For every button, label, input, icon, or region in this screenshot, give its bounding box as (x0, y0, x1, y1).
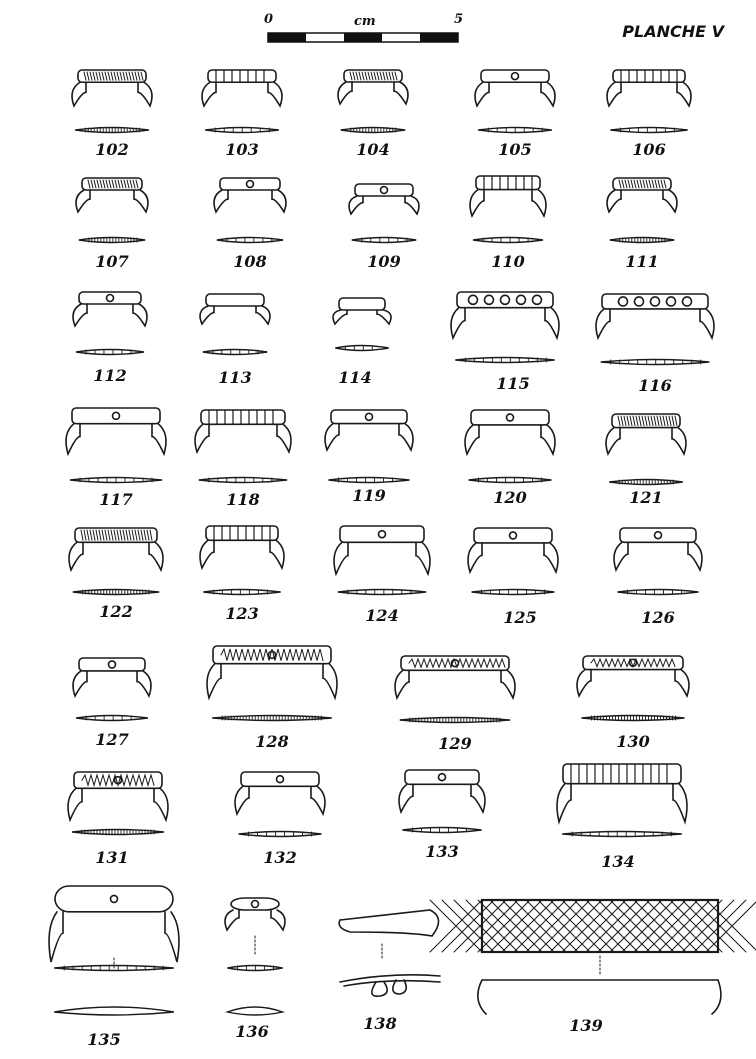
artifact-terminal-right (165, 912, 179, 962)
artifact-112 (73, 292, 147, 355)
artifact-profile (478, 980, 721, 1014)
artifact-terminal-left (73, 304, 87, 326)
artifact-terminal-left (333, 310, 347, 324)
artifact-terminal-right (133, 304, 147, 326)
punched-hole (655, 532, 662, 539)
ring-ornament (635, 297, 644, 306)
artifact-section-bar (199, 478, 287, 483)
ring-ornament (485, 295, 494, 304)
artifact-terminal-left (606, 428, 620, 454)
artifact-111 (607, 178, 677, 243)
figure-number: 115 (496, 374, 530, 393)
figure-number: 134 (601, 852, 635, 871)
figure-number: 128 (255, 732, 289, 751)
figure-number: 113 (218, 368, 252, 387)
artifact-terminal-left (202, 82, 216, 106)
artifact-band (457, 292, 553, 308)
artifact-terminal-left (607, 190, 621, 212)
artifact-120 (465, 410, 555, 483)
ring-ornament (619, 297, 628, 306)
figure-number: 119 (352, 486, 386, 505)
figure-number: 131 (95, 848, 129, 867)
artifact-terminal-right (541, 82, 555, 106)
artifact-terminal-left (334, 542, 348, 574)
artifact-133 (399, 770, 485, 833)
artifact-terminal-left (338, 82, 352, 104)
artifact-terminal-left (399, 784, 413, 812)
artifact-terminal-left (468, 543, 482, 572)
artifact-band (620, 528, 696, 542)
figure-number: 106 (632, 140, 666, 159)
artifact-band (72, 408, 160, 424)
artifact-section-bar (335, 346, 388, 351)
artifact-131 (68, 772, 168, 835)
figure-number: 130 (616, 732, 650, 751)
artifact-105 (475, 70, 555, 133)
artifact-138 (339, 910, 440, 996)
artifact-terminal-right (416, 542, 430, 574)
artifact-103 (202, 70, 282, 133)
artifact-terminal-right (270, 540, 284, 568)
artifact-132 (235, 772, 325, 837)
artifact-terminal-right (688, 542, 702, 570)
artifact-116 (596, 294, 714, 365)
figure-number: 126 (641, 608, 675, 627)
artifact-terminal-left (214, 190, 228, 212)
punched-hole (247, 181, 254, 188)
artifact-terminal-left (72, 82, 86, 106)
artifact-107 (76, 178, 148, 243)
artifact-terminal-right (672, 428, 686, 454)
artifact-section-bar (212, 716, 332, 721)
artifact-terminal-left (395, 670, 409, 698)
artifact-terminal-right (405, 196, 419, 214)
artifact-terminal-left (596, 309, 610, 338)
artifact-122 (69, 528, 163, 595)
figure-number: 107 (95, 252, 129, 271)
figure-number: 132 (263, 848, 297, 867)
punched-hole (113, 412, 120, 419)
artifact-terminal-right (532, 190, 546, 216)
punched-hole (379, 531, 386, 538)
artifact-terminal-right (394, 82, 408, 104)
artifact-125 (468, 528, 558, 595)
artifact-135 (49, 886, 179, 1015)
artifact-terminal-left (66, 424, 80, 454)
figure-number: 111 (625, 252, 659, 271)
figure-number: 105 (498, 140, 532, 159)
artifact-plan-view (339, 910, 438, 936)
artifact-109 (349, 184, 419, 243)
artifact-134 (557, 764, 687, 837)
figure-number: 124 (365, 606, 399, 625)
artifact-terminal-left (451, 308, 465, 338)
artifact-115 (451, 292, 559, 363)
artifact-section-bar (610, 128, 687, 133)
artifact-121 (606, 414, 686, 485)
artifact-band (613, 70, 685, 82)
figure-number: 122 (99, 602, 133, 621)
artifact-section-bar (473, 238, 543, 243)
artifact-terminal-left (235, 786, 249, 814)
artifact-terminal-right (663, 190, 677, 212)
artifact-section-bar (601, 360, 710, 365)
artifact-102 (72, 70, 152, 133)
artifact-terminal-right (154, 788, 168, 820)
ring-ornament (469, 295, 478, 304)
artifact-terminal-left (557, 784, 571, 822)
figure-number: 135 (87, 1030, 121, 1049)
punched-hole (277, 776, 284, 783)
punched-hole (252, 901, 259, 908)
figure-number: 114 (338, 368, 372, 387)
scale-end-label: 5 (454, 12, 464, 27)
ring-ornament (683, 297, 692, 306)
artifact-113 (200, 294, 270, 355)
artifact-139 (430, 900, 756, 1014)
figure-number: 112 (93, 366, 127, 385)
figure-number: 116 (638, 376, 672, 395)
figure-number: 136 (235, 1022, 269, 1041)
artifact-terminal-left (614, 542, 628, 570)
artifact-terminal-right (545, 308, 559, 338)
artifact-118 (195, 410, 291, 483)
figure-number: 139 (569, 1016, 603, 1035)
artifact-section-bar (239, 832, 322, 837)
ring-ornament (517, 295, 526, 304)
artifact-band (331, 410, 407, 424)
figure-number: 133 (425, 842, 459, 861)
artifact-terminal-right (377, 310, 391, 324)
artifact-terminal-left (225, 910, 239, 930)
ring-ornament (533, 295, 542, 304)
artifact-terminal-left (195, 424, 209, 452)
figure-number: 102 (95, 140, 129, 159)
artifact-110 (470, 176, 546, 243)
artifact-terminal-left (69, 542, 83, 570)
artifact-band (340, 526, 424, 542)
figure-number: 138 (363, 1014, 397, 1033)
figure-number: 120 (493, 488, 527, 507)
artifact-section-bar (472, 590, 555, 595)
artifact-terminal-left (465, 425, 479, 454)
artifact-terminal-right (700, 309, 714, 338)
artifact-section-bar (329, 478, 410, 483)
artifact-117 (66, 408, 166, 483)
artifact-section-bar (469, 478, 552, 483)
artifact-section-bar (76, 716, 148, 721)
figure-number: 125 (503, 608, 537, 627)
artifact-section-bar (562, 832, 682, 837)
artifact-114 (333, 298, 391, 351)
figure-number: 104 (356, 140, 390, 159)
artifact-band (474, 528, 552, 543)
artifact-terminal-right (673, 784, 687, 822)
artifact-band (55, 886, 173, 912)
scale-unit-label: cm (354, 14, 376, 29)
artifact-terminal-right (134, 190, 148, 212)
artifact-124 (334, 526, 430, 595)
artifact-terminal-right (152, 424, 166, 454)
artifact-section-bar (338, 590, 426, 595)
artifact-band (206, 526, 278, 540)
artifact-136 (225, 898, 285, 1015)
artifact-123 (200, 526, 284, 595)
artifact-terminal-right (677, 82, 691, 106)
figure-number: 109 (367, 252, 401, 271)
punched-hole (111, 895, 118, 902)
artifact-terminal-left (607, 82, 621, 106)
artifact-129 (395, 656, 515, 723)
artifact-terminal-right (271, 910, 285, 930)
artifact-terminal-right (399, 424, 413, 450)
artifact-terminal-left (325, 424, 339, 450)
artifact-terminal-right (137, 671, 151, 696)
artifact-terminal-right (256, 306, 270, 324)
punched-hole (510, 532, 517, 539)
artifact-band (339, 298, 385, 310)
figure-number: 103 (225, 140, 259, 159)
artifact-terminal-right (272, 190, 286, 212)
ring-ornament (667, 297, 676, 306)
artifact-terminal-right (277, 424, 291, 452)
artifact-band (563, 764, 681, 784)
artifact-second-section (227, 1007, 282, 1015)
artifact-terminal-left (73, 671, 87, 696)
artifact-108 (214, 178, 286, 243)
artifact-terminal-right (311, 786, 325, 814)
artifact-119 (325, 410, 413, 483)
artifact-band (79, 658, 145, 671)
artifact-terminal-right (471, 784, 485, 812)
ring-ornament (501, 295, 510, 304)
artifact-band (471, 410, 549, 425)
figure-number: 117 (99, 490, 133, 509)
plate-title: PLANCHE V (622, 22, 724, 41)
artifact-section-bar (203, 590, 280, 595)
artifact-terminal-left (200, 540, 214, 568)
artifact-terminal-left (577, 670, 591, 696)
artifact-band (213, 646, 331, 664)
punched-hole (512, 73, 519, 80)
artifact-band (405, 770, 479, 784)
figure-number: 123 (225, 604, 259, 623)
scale-start-label: 0 (264, 12, 274, 27)
ring-ornament (651, 297, 660, 306)
artifact-terminal-left (475, 82, 489, 106)
figure-number: 127 (95, 730, 129, 749)
artifact-terminal-right (268, 82, 282, 106)
artifact-terminal-left (68, 788, 82, 820)
artifact-band (208, 70, 276, 82)
artifact-terminal-right (675, 670, 689, 696)
zigzag-decoration (591, 659, 675, 667)
artifact-126 (614, 528, 702, 595)
artifact-section-bar (455, 358, 554, 363)
artifact-band (241, 772, 319, 786)
artifact-106 (607, 70, 691, 133)
artifact-terminal-right (323, 664, 337, 698)
figure-number: 108 (233, 252, 267, 271)
punched-hole (507, 414, 514, 421)
punched-hole (381, 187, 388, 194)
artifact-terminal-right (149, 542, 163, 570)
artifact-terminal-right (501, 670, 515, 698)
artifact-104 (338, 70, 408, 133)
figure-number: 110 (491, 252, 525, 271)
artifact-band (206, 294, 264, 306)
artifact-terminal-left (470, 190, 484, 216)
punched-hole (439, 774, 446, 781)
figure-number: 121 (629, 488, 663, 507)
artifact-section-bar (402, 828, 481, 833)
artifact-terminal-right (138, 82, 152, 106)
artifact-terminal-left (200, 306, 214, 324)
punched-hole (109, 661, 116, 668)
artifact-section-bar (618, 590, 699, 595)
artifact-terminal-left (76, 190, 90, 212)
figure-number: 118 (226, 490, 260, 509)
artifact-terminal-left (49, 912, 63, 962)
artifact-130 (577, 656, 689, 721)
artifact-terminal-left (349, 196, 363, 214)
artifact-127 (73, 658, 151, 721)
punched-hole (366, 413, 373, 420)
artifact-terminal-right (544, 543, 558, 572)
artifact-terminal-left (207, 664, 221, 698)
artifact-128 (207, 646, 337, 721)
figure-number: 129 (438, 734, 472, 753)
punched-hole (107, 295, 114, 302)
artifact-profile (340, 975, 440, 986)
artifact-terminal-right (541, 425, 555, 454)
artifact-second-section (54, 1007, 174, 1015)
